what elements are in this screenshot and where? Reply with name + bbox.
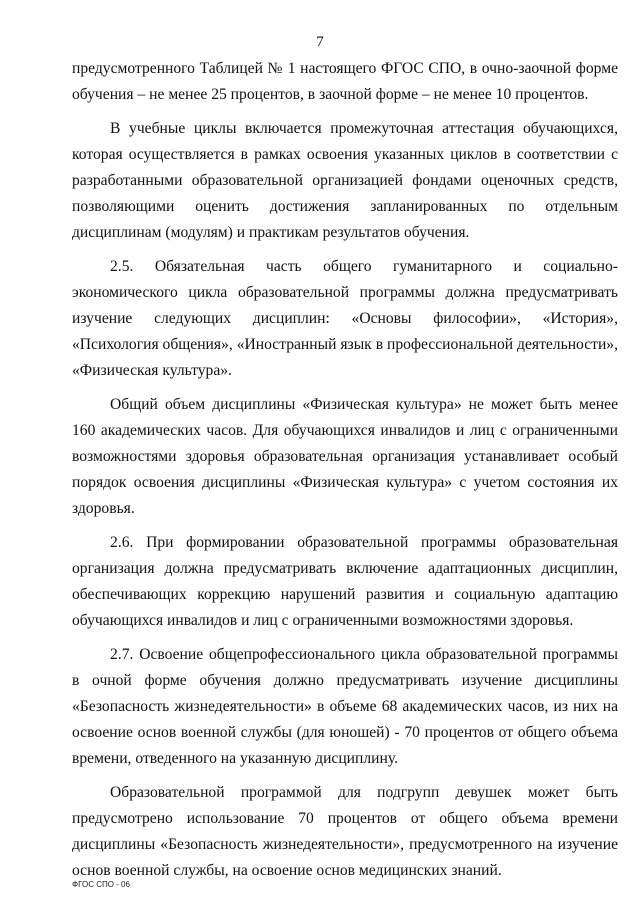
paragraph-2-5: 2.5. Обязательная часть общего гуманитарного и социально-экономического цикла образовательной программы должна предусматривать изучение следующих дисциплин: «Основы философии», «История», «Психология общения», «Иностранный язык в профессиональной деятельности», «Физическая культура». [72,258,618,379]
paragraph-2-6: 2.6. При формировании образовательной программы образовательная организация должна предусматривать включение адаптационных дисциплин, обеспечивающих коррекцию нарушений развития и социальную адаптацию обучающихся инвалидов и лиц с ограниченными возможностями здоровья. [72,534,618,629]
document-body [72,56,618,884]
footer-label: ФГОС СПО - 06 [72,880,130,889]
paragraph-physical-culture: Общий объем дисциплины «Физическая культура» не может быть менее 160 академических часов. Для обучающихся инвалидов и лиц с ограниченными возможностями здоровья образовательная организация устанавливает особый порядок освоения дисциплины «Физическая культура» с учетом состояния их здоровья. [72,396,618,517]
paragraph-continuation: предусмотренного Таблицей № 1 настоящего ФГОС СПО, в очно-заочной форме обучения – не менее 25 процентов, в заочной форме – не менее 10 процентов. [72,60,618,103]
paragraph-girls-subgroups: Образовательной программой для подгрупп девушек может быть предусмотрено использование 70 процентов от общего объема времени дисциплины «Безопасность жизнедеятельности», предусмотренного на изучение основ военной службы, на освоение основ медицинских знаний. [72,784,618,879]
page-number: 7 [316,34,324,50]
paragraph-2-7: 2.7. Освоение общепрофессионального цикла образовательной программы в очной форме обучения должно предусматривать изучение дисциплины «Безопасность жизнедеятельности» в объеме 68 академических часов, из них на освоение основ военной службы (для юношей) - 70 процентов от общего объема времени, отведенного на указанную дисциплину. [72,646,618,767]
paragraph-intermediate-attestation: В учебные циклы включается промежуточная аттестация обучающихся, которая осуществляется в рамках освоения указанных циклов в соответствии с разработанными образовательной организацией фондами оценочных средств, позволяющими оценить достижения запланированных по отдельным дисциплинам (модулям) и практикам результатов обучения. [72,120,618,241]
